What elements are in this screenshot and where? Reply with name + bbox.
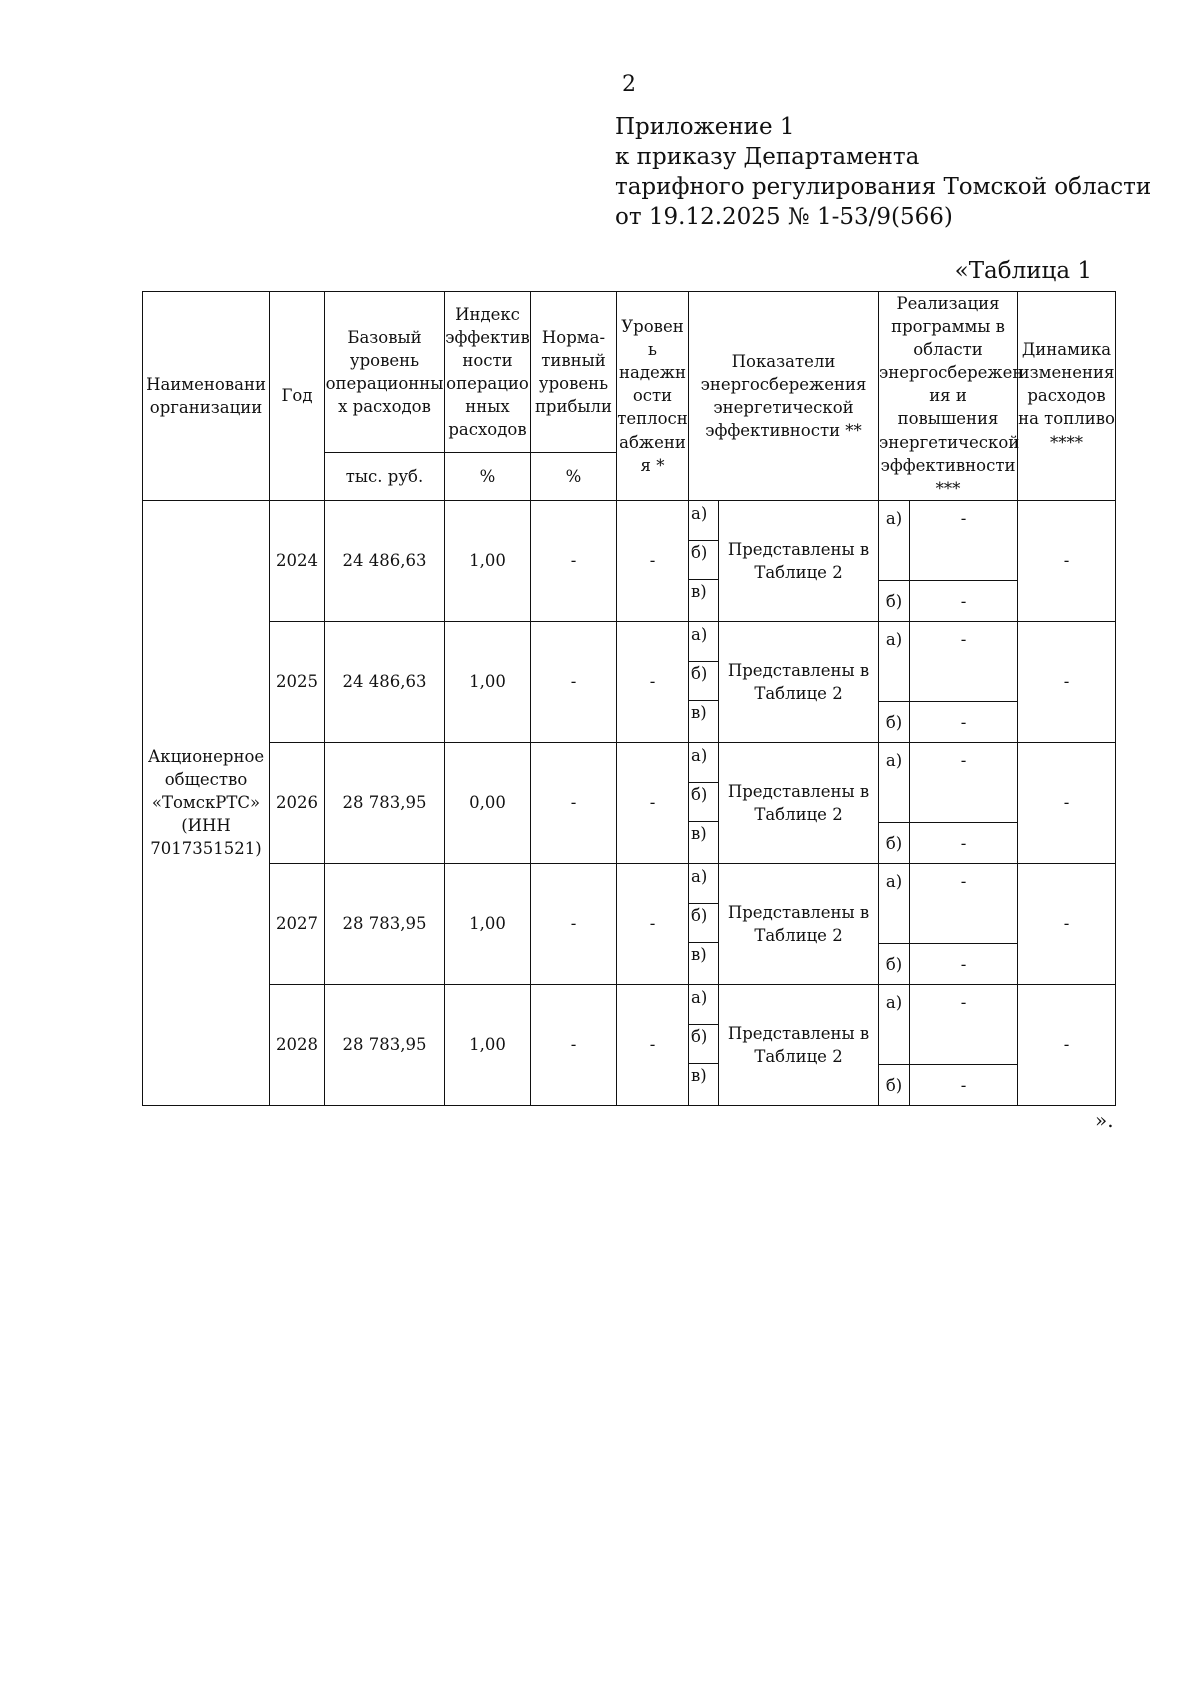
- year-cell: 2027: [270, 863, 325, 984]
- header-line-2: к приказу Департамента: [615, 144, 920, 170]
- table-row: [143, 863, 1116, 984]
- col-header-year: Год: [270, 292, 325, 501]
- col-header-fuel: Динамика изменения расходов на топливо ****: [1018, 292, 1116, 501]
- profit-cell: -: [531, 984, 617, 1105]
- reliability-cell: -: [617, 984, 689, 1105]
- program-cell: [879, 984, 1018, 1105]
- marker-b: б): [689, 904, 718, 943]
- program-marker-a: а): [885, 750, 903, 770]
- program-marker-b: б): [879, 1065, 910, 1105]
- header-line-1: Приложение 1: [615, 114, 795, 140]
- program-marker-a: а): [885, 508, 903, 528]
- fuel-cell: -: [1018, 500, 1116, 621]
- organization-name: Акционерное общество «ТомскРТС» (ИНН 7017351521): [143, 500, 270, 1105]
- table-row: [143, 984, 1116, 1105]
- header-line-3: тарифного регулирования Томской области: [615, 174, 1152, 200]
- program-value-b: -: [910, 1065, 1018, 1105]
- program-value-b: -: [910, 823, 1018, 863]
- program-marker-b: б): [879, 823, 910, 863]
- marker-a: а): [691, 745, 708, 765]
- header-line-4: от 19.12.2025 № 1-53/9(566): [615, 204, 953, 230]
- program-value-b: -: [910, 702, 1018, 742]
- program-cell: [879, 742, 1018, 863]
- program-marker-a: а): [885, 871, 903, 891]
- year-cell: 2024: [270, 500, 325, 621]
- energy-text: Представлены в Таблице 2: [719, 742, 879, 863]
- profit-cell: -: [531, 742, 617, 863]
- marker-b: б): [689, 1025, 718, 1064]
- reliability-cell: -: [617, 742, 689, 863]
- fuel-cell: -: [1018, 742, 1116, 863]
- marker-v: в): [689, 701, 718, 741]
- program-marker-a: а): [885, 629, 903, 649]
- table-caption: «Таблица 1: [954, 258, 1092, 284]
- base-cell: 28 783,95: [325, 984, 445, 1105]
- energy-markers: [689, 621, 719, 742]
- unit-index: %: [445, 452, 531, 500]
- energy-markers: [689, 500, 719, 621]
- profit-cell: -: [531, 863, 617, 984]
- reliability-cell: -: [617, 863, 689, 984]
- unit-profit: %: [531, 452, 617, 500]
- program-value-a: -: [910, 864, 1018, 944]
- program-value-a: -: [910, 985, 1018, 1065]
- program-value-b: -: [910, 944, 1018, 984]
- index-cell: 0,00: [445, 742, 531, 863]
- marker-a: а): [691, 503, 708, 523]
- program-value-a: -: [910, 501, 1018, 581]
- marker-b: б): [689, 783, 718, 822]
- marker-v: в): [689, 822, 718, 862]
- appendix-header: [615, 112, 1151, 232]
- col-header-base: Базовый уровень операционны х расходов: [325, 292, 445, 453]
- col-header-index: Индекс эффектив ности операцио нных расходов: [445, 292, 531, 453]
- marker-v: в): [689, 943, 718, 983]
- energy-text: Представлены в Таблице 2: [719, 621, 879, 742]
- energy-text: Представлены в Таблице 2: [719, 500, 879, 621]
- index-cell: 1,00: [445, 500, 531, 621]
- reliability-cell: -: [617, 500, 689, 621]
- table-row: [143, 621, 1116, 742]
- marker-v: в): [689, 1064, 718, 1104]
- program-cell: [879, 500, 1018, 621]
- marker-a: а): [691, 866, 708, 886]
- energy-markers: [689, 863, 719, 984]
- col-header-profit: Норма- тивный уровень прибыли: [531, 292, 617, 453]
- col-header-program: Реализация программы в области энергосбережен ия и повышения энергетической эффективности ***: [879, 292, 1018, 501]
- year-cell: 2026: [270, 742, 325, 863]
- fuel-cell: -: [1018, 863, 1116, 984]
- year-cell: 2028: [270, 984, 325, 1105]
- marker-v: в): [689, 580, 718, 620]
- page-number: 2: [622, 72, 636, 97]
- base-cell: 24 486,63: [325, 621, 445, 742]
- col-header-energy: Показатели энергосбережения энергетической эффективности **: [689, 292, 879, 501]
- reliability-cell: -: [617, 621, 689, 742]
- closing-quote: ».: [1095, 1108, 1114, 1132]
- energy-markers: [689, 984, 719, 1105]
- marker-b: б): [689, 541, 718, 580]
- marker-b: б): [689, 662, 718, 701]
- unit-base: тыс. руб.: [325, 452, 445, 500]
- program-marker-b: б): [879, 944, 910, 984]
- indicators-table: [142, 291, 1116, 1106]
- fuel-cell: -: [1018, 984, 1116, 1105]
- year-cell: 2025: [270, 621, 325, 742]
- program-marker-b: б): [879, 702, 910, 742]
- energy-text: Представлены в Таблице 2: [719, 863, 879, 984]
- program-marker-b: б): [879, 581, 910, 621]
- profit-cell: -: [531, 500, 617, 621]
- program-value-b: -: [910, 581, 1018, 621]
- base-cell: 28 783,95: [325, 863, 445, 984]
- base-cell: 28 783,95: [325, 742, 445, 863]
- base-cell: 24 486,63: [325, 500, 445, 621]
- energy-text: Представлены в Таблице 2: [719, 984, 879, 1105]
- program-cell: [879, 621, 1018, 742]
- program-value-a: -: [910, 743, 1018, 823]
- index-cell: 1,00: [445, 863, 531, 984]
- fuel-cell: -: [1018, 621, 1116, 742]
- program-marker-a: а): [885, 992, 903, 1012]
- marker-a: а): [691, 987, 708, 1007]
- program-cell: [879, 863, 1018, 984]
- index-cell: 1,00: [445, 621, 531, 742]
- table-row: [143, 742, 1116, 863]
- col-header-reliability: Уровен ь надежн ости теплосн абжени я *: [617, 292, 689, 501]
- index-cell: 1,00: [445, 984, 531, 1105]
- col-header-org: Наименовани организации: [143, 292, 270, 501]
- marker-a: а): [691, 624, 708, 644]
- profit-cell: -: [531, 621, 617, 742]
- table-row: [143, 500, 1116, 621]
- energy-markers: [689, 742, 719, 863]
- program-value-a: -: [910, 622, 1018, 702]
